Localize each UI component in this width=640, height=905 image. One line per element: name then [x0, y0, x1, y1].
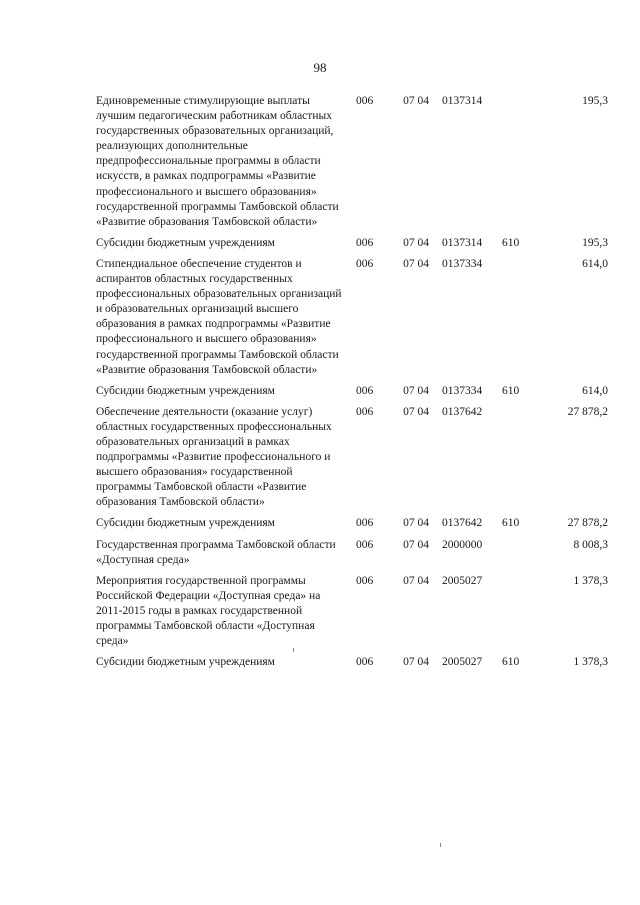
section-code: 07 04	[403, 257, 429, 270]
target-article-code: 0137642	[442, 405, 483, 418]
budget-table	[96, 94, 608, 676]
ved-code: 006	[356, 384, 374, 397]
amount: 614,0	[582, 257, 608, 270]
table-row	[96, 516, 608, 531]
section-code: 07 04	[403, 405, 429, 418]
ved-code: 006	[356, 236, 374, 249]
row-name: Стипендиальное обеспечение студентов и аспирантов областных государственных профессиональных образовательных организаций и образовательных организаций высшего образования в рамках подпрограммы «Развитие профессионального и высшего образования» государственной программы Тамбовской области «Развитие образования Тамбовской области»	[96, 257, 342, 376]
amount: 614,0	[582, 384, 608, 397]
row-name: Обеспечение деятельности (оказание услуг) областных государственных профессиональных образовательных организаций в рамках подпрограммы «Развитие профессионального и высшего образования» государственной программы Тамбовской области «Развитие образования Тамбовской области»	[96, 405, 332, 509]
target-article-code: 0137314	[442, 236, 483, 249]
expense-type-code: 610	[502, 236, 520, 249]
table-row	[96, 405, 608, 511]
target-article-code: 0137314	[442, 95, 483, 107]
row-name: Мероприятия государственной программы Российской Федерации «Доступная среда» на 2011-2015 годы в рамках государственной программы Тамбовской области «Доступная среда»	[96, 574, 321, 648]
target-article-code: 0137642	[442, 517, 483, 530]
section-code: 07 04	[403, 95, 429, 107]
target-article-code: 2005027	[442, 656, 483, 669]
ved-code: 006	[356, 95, 374, 107]
section-code: 07 04	[403, 574, 429, 587]
row-name: Субсидии бюджетным учреждениям	[96, 384, 275, 397]
amount: 8 008,3	[573, 538, 608, 551]
table-row	[96, 384, 608, 399]
scan-speck	[293, 648, 294, 652]
ved-code: 006	[356, 517, 374, 530]
row-name: Субсидии бюджетным учреждениям	[96, 517, 275, 530]
amount: 1 378,3	[573, 656, 608, 669]
table-row	[96, 574, 608, 649]
amount: 195,3	[582, 95, 608, 107]
target-article-code: 0137334	[442, 257, 483, 270]
amount: 1 378,3	[573, 574, 608, 587]
table-row	[96, 257, 608, 378]
amount: 27 878,2	[567, 405, 608, 418]
section-code: 07 04	[403, 236, 429, 249]
target-article-code: 0137334	[442, 384, 483, 397]
expense-type-code: 610	[502, 517, 520, 530]
row-name: Государственная программа Тамбовской области «Доступная среда»	[96, 538, 336, 566]
table-row	[96, 538, 608, 568]
target-article-code: 2005027	[442, 574, 483, 587]
row-name: Единовременные стимулирующие выплаты лучшим педагогическим работникам областных государственных образовательных организаций, реализующих дополнительные предпрофессиональные программы в области искусств, в рамках подпрограммы «Развитие профессионального и высшего образования» государственной программы Тамбовской области «Развитие образования Тамбовской области»	[96, 95, 339, 228]
expense-type-code: 610	[502, 656, 520, 669]
section-code: 07 04	[403, 538, 429, 551]
scan-speck	[440, 843, 441, 847]
section-code: 07 04	[403, 384, 429, 397]
section-code: 07 04	[403, 517, 429, 530]
row-name: Субсидии бюджетным учреждениям	[96, 656, 275, 669]
section-code: 07 04	[403, 656, 429, 669]
table-row	[96, 94, 608, 230]
page-number: 98	[313, 60, 327, 75]
table-row	[96, 236, 608, 251]
target-article-code: 2000000	[442, 538, 483, 551]
expense-type-code: 610	[502, 384, 520, 397]
table-row	[96, 655, 608, 670]
row-name: Субсидии бюджетным учреждениям	[96, 236, 275, 249]
ved-code: 006	[356, 405, 374, 418]
ved-code: 006	[356, 257, 374, 270]
amount: 195,3	[582, 236, 608, 249]
ved-code: 006	[356, 574, 374, 587]
ved-code: 006	[356, 538, 374, 551]
ved-code: 006	[356, 656, 374, 669]
amount: 27 878,2	[567, 517, 608, 530]
